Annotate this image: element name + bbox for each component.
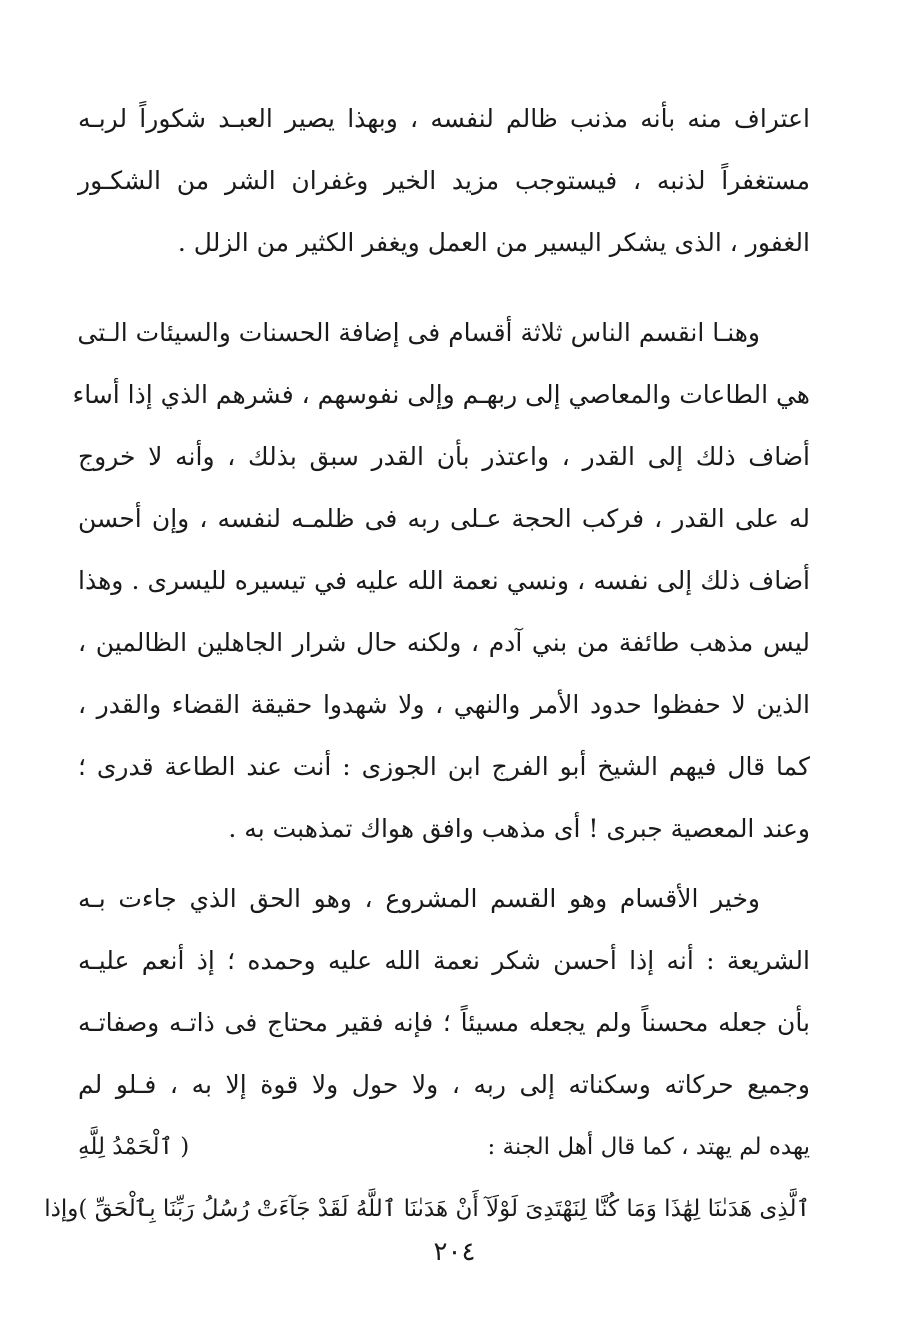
text-line: الذين لا حفظوا حدود الأمر والنهي ، ولا شهدوا حقيقة القضاء والقدر ، [78,690,810,719]
text-line: مستغفراً لذنبه ، فيستوجب مزيد الخير وغفران الشر من الشكـور [78,166,810,195]
text-line: وهنـا انقسم الناس ثلاثة أقسام فى إضافة الحسنات والسيئات الـتى [77,318,760,347]
text-line: يهده لم يهتد ، كما قال أهل الجنة : [487,1134,810,1160]
text-continuation: وإذا [44,1196,79,1222]
text-line: أضاف ذلك إلى القدر ، واعتذر بأن القدر سبق بذلك ، وأنه لا خروج [78,442,810,471]
text-line: الغفور ، الذى يشكر اليسير من العمل ويغفر الكثير من الزلل . [177,228,810,257]
text-line: ليس مذهب طائفة من بني آدم ، ولكنه حال شرار الجاهلين الظالمين ، [78,628,810,657]
quran-quote-opening: ( ٱلْحَمْدُ لِلَّهِ [78,1134,190,1160]
text-line: الشريعة : أنه إذا أحسن شكر نعمة الله عليه وحمده ؛ إذ أنعم عليـه [78,946,810,975]
quran-verse: ٱلَّذِى هَدَىٰنَا لِهَٰذَا وَمَا كُنَّا لِنَهْتَدِىَ لَوْلَآ أَنْ هَدَىٰنَا ٱللَّهُ لَقَدْ جَآءَتْ رُسُلُ رَبِّنَا بِٱلْحَقِّ ) [78,1196,810,1222]
text-line: وعند المعصية جبرى ! أى مذهب وافق هواك تمذهبت به . [228,814,810,843]
text-line: اعتراف منه بأنه مذنب ظالم لنفسه ، وبهذا يصير العبـد شكوراً لربـه [78,104,810,133]
text-line: هي الطاعات والمعاصي إلى ربهـم وإلى نفوسهم ، فشرهم الذي إذا أساء [72,380,810,409]
paragraph-1 [78,88,810,274]
text-line: وخير الأقسام وهو القسم المشروع ، وهو الحق الذي جاءت بـه [78,884,760,913]
text-line: كما قال فيهم الشيخ أبو الفرج ابن الجوزى : أنت عند الطاعة قدرى ؛ [78,752,810,781]
text-line: وجميع حركاته وسكناته إلى ربه ، ولا حول ولا قوة إلا به ، فـلو لم [78,1070,810,1099]
text-line: أضاف ذلك إلى نفسه ، ونسي نعمة الله عليه في تيسيره لليسرى . وهذا [78,566,810,595]
text-line: له على القدر ، فركب الحجة عـلى ربه فى ظلمـه لنفسه ، وإن أحسن [78,504,810,533]
quran-verse-line [44,1178,810,1240]
page-number: ٢٠٤ [433,1237,476,1267]
paragraph-2 [72,302,810,860]
paragraph-3 [44,868,810,1240]
text-line-with-quote-start [78,1116,810,1178]
text-line: بأن جعله محسناً ولم يجعله مسيئاً ؛ فإنه فقير محتاج فى ذاتـه وصفاتـه [78,1008,810,1037]
